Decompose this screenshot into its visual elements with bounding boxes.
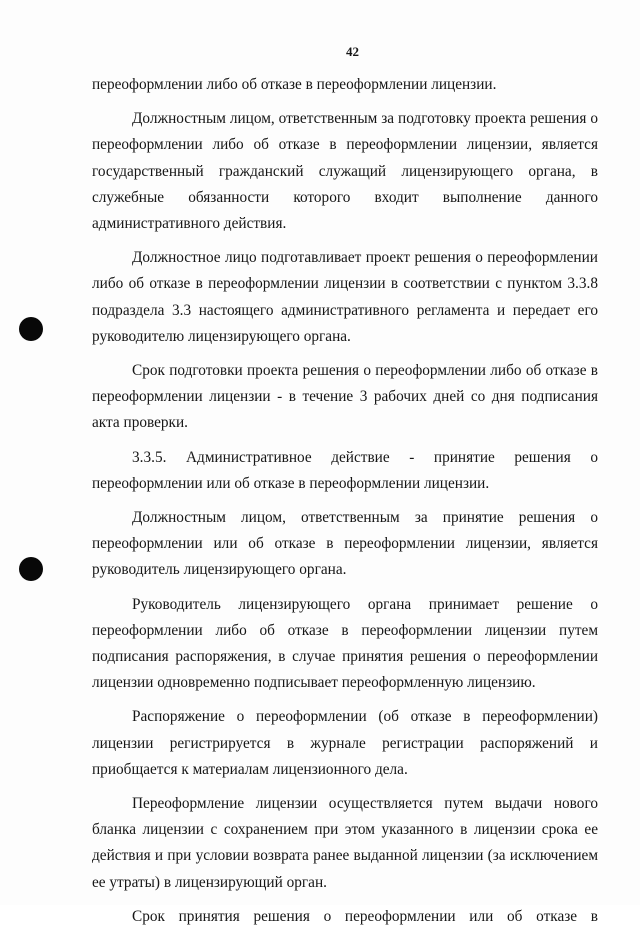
paragraph: Переоформление лицензии осуществляется путем выдачи нового бланка лицензии с сохранением при этом указанного в лицензии срока ее действия и при условии возврата ранее выданной лицензии (за исключением ее утраты) в лицензирующий орган. — [92, 795, 598, 891]
paragraph: переоформлении либо об отказе в переоформлении лицензии. — [92, 76, 497, 93]
binder-hole-bottom — [19, 557, 43, 581]
paragraph: Распоряжение о переоформлении (об отказе в переоформлении) лицензии регистрируется в журнале регистрации распоряжений и приобщается к материалам лицензионного дела. — [92, 708, 598, 778]
paragraph: Срок подготовки проекта решения о переоформлении либо об отказе в переоформлении лицензии - в течение 3 рабочих дней со дня подписания акта проверки. — [92, 362, 598, 432]
binder-hole-top — [19, 317, 43, 341]
document-body — [92, 72, 598, 930]
paragraph: Должностным лицом, ответственным за подготовку проекта решения о переоформлении либо об отказе в переоформлении лицензии, является государственный гражданский служащий лицензирующего органа, в служебные обязанности которого входит выполнение данного административного действия. — [92, 110, 598, 233]
paragraph: Должностное лицо подготавливает проект решения о переоформлении либо об отказе в переоформлении лицензии в соответствии с пунктом 3.3.8 подраздела 3.3 настоящего административного регламента и передает его руководителю лицензирующего органа. — [92, 249, 598, 345]
paragraph: Руководитель лицензирующего органа принимает решение о переоформлении либо об отказе в переоформлении лицензии путем подписания распоряжения, в случае принятия решения о переоформлении лицензии одновременно подписывает переоформленную лицензию. — [92, 595, 598, 692]
paragraph: 3.3.5. Административное действие - принятие решения о переоформлении или об отказе в переоформлении лицензии. — [92, 448, 598, 492]
paragraph: Должностным лицом, ответственным за принятие решения о переоформлении или об отказе в переоформлении лицензии, является руководитель лицензирующего органа. — [92, 509, 598, 579]
paragraph: Срок принятия решения о переоформлении или об отказе в — [132, 907, 598, 925]
page-number: 42 — [346, 44, 359, 59]
